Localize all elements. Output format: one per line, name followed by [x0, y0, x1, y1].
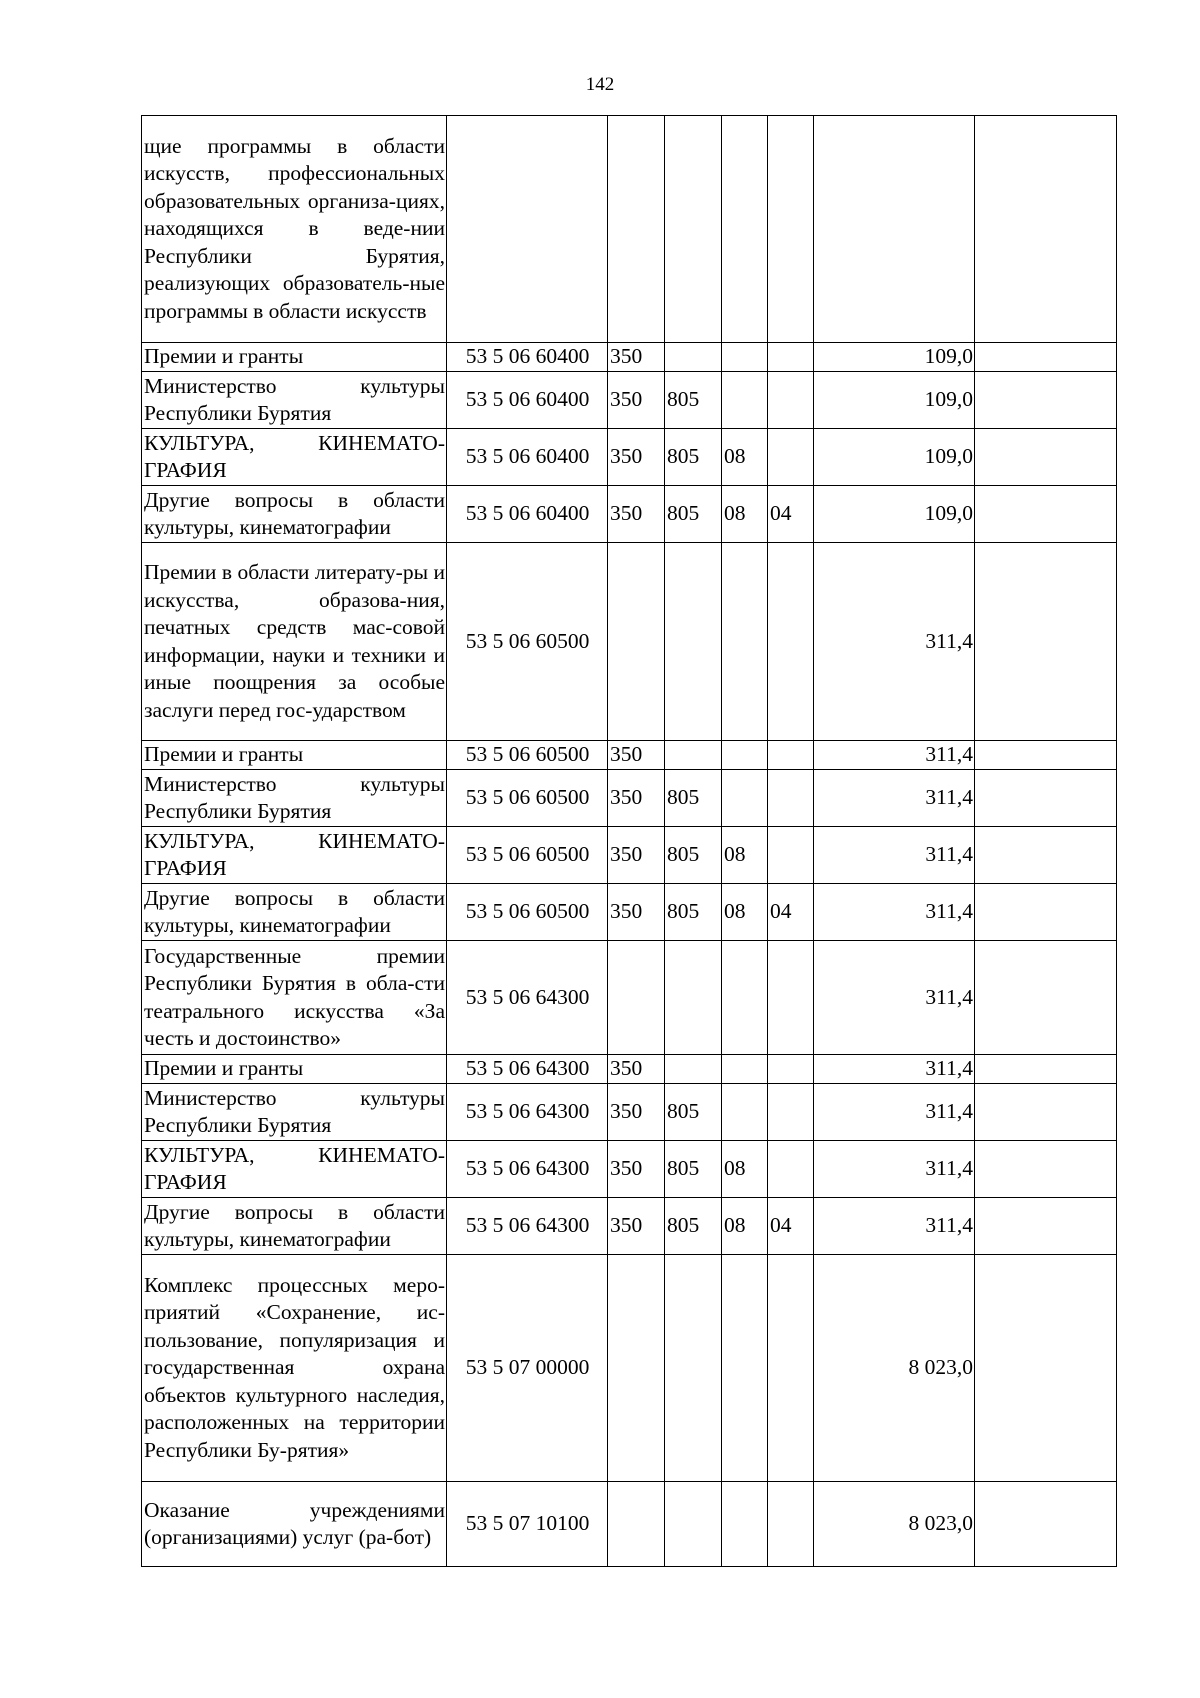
cell-name: Премии и гранты	[142, 343, 447, 372]
cell-empty	[975, 1198, 1117, 1255]
cell-code: 53 5 06 64300	[447, 1141, 608, 1198]
cell-sum: 109,0	[814, 486, 975, 543]
cell-empty	[975, 741, 1117, 770]
cell-section	[722, 116, 768, 343]
cell-empty	[975, 1482, 1117, 1567]
cell-section: 08	[722, 486, 768, 543]
cell-sum: 311,4	[814, 1084, 975, 1141]
cell-name: Министерство культуры Республики Бурятия	[142, 1084, 447, 1141]
cell-code: 53 5 06 60500	[447, 884, 608, 941]
cell-sum: 311,4	[814, 770, 975, 827]
cell-name: КУЛЬТУРА, КИНЕМАТО-ГРАФИЯ	[142, 429, 447, 486]
cell-sum: 109,0	[814, 429, 975, 486]
table-row	[142, 1141, 1117, 1198]
cell-sum: 8 023,0	[814, 1255, 975, 1482]
cell-expense-type: 350	[608, 343, 665, 372]
cell-name: Премии в области литерату-ры и искусства, образова-ния, печатных средств мас-совой информации, науки и техники и иные поощрения за особые заслуги перед гос-ударством	[142, 543, 447, 741]
table-row	[142, 343, 1117, 372]
cell-section	[722, 1055, 768, 1084]
cell-section	[722, 770, 768, 827]
table-row	[142, 827, 1117, 884]
cell-empty	[975, 884, 1117, 941]
table-body	[142, 116, 1117, 1567]
cell-subsection	[768, 1141, 814, 1198]
table-row	[142, 1198, 1117, 1255]
cell-subsection	[768, 343, 814, 372]
cell-sum: 311,4	[814, 1055, 975, 1084]
cell-ministry-code: 805	[665, 1198, 722, 1255]
cell-subsection	[768, 827, 814, 884]
cell-name: Другие вопросы в области культуры, кинематографии	[142, 884, 447, 941]
cell-expense-type: 350	[608, 827, 665, 884]
table-row	[142, 770, 1117, 827]
table-row	[142, 1055, 1117, 1084]
cell-section: 08	[722, 1141, 768, 1198]
cell-subsection	[768, 543, 814, 741]
cell-expense-type: 350	[608, 486, 665, 543]
cell-expense-type: 350	[608, 1141, 665, 1198]
cell-code: 53 5 06 64300	[447, 941, 608, 1055]
cell-ministry-code	[665, 941, 722, 1055]
cell-sum: 311,4	[814, 543, 975, 741]
cell-section	[722, 1084, 768, 1141]
cell-expense-type	[608, 116, 665, 343]
cell-subsection	[768, 116, 814, 343]
cell-name: Министерство культуры Республики Бурятия	[142, 770, 447, 827]
table-row	[142, 884, 1117, 941]
cell-expense-type: 350	[608, 1084, 665, 1141]
table-row	[142, 116, 1117, 343]
cell-ministry-code	[665, 741, 722, 770]
cell-expense-type: 350	[608, 372, 665, 429]
page-number: 142	[585, 74, 615, 95]
cell-subsection	[768, 741, 814, 770]
cell-name: Премии и гранты	[142, 1055, 447, 1084]
cell-empty	[975, 827, 1117, 884]
cell-section	[722, 543, 768, 741]
cell-empty	[975, 1055, 1117, 1084]
cell-sum: 311,4	[814, 741, 975, 770]
cell-ministry-code: 805	[665, 486, 722, 543]
cell-code: 53 5 06 64300	[447, 1084, 608, 1141]
cell-section	[722, 1482, 768, 1567]
cell-name: Государственные премии Республики Бурятия в обла-сти театрального искусства «За честь и достоинство»	[142, 941, 447, 1055]
cell-empty	[975, 116, 1117, 343]
cell-code: 53 5 06 60400	[447, 429, 608, 486]
table-row	[142, 543, 1117, 741]
cell-sum: 311,4	[814, 884, 975, 941]
cell-expense-type: 350	[608, 429, 665, 486]
cell-name: Премии и гранты	[142, 741, 447, 770]
cell-code: 53 5 06 60500	[447, 543, 608, 741]
cell-expense-type	[608, 543, 665, 741]
cell-code: 53 5 06 64300	[447, 1198, 608, 1255]
cell-expense-type	[608, 1482, 665, 1567]
cell-ministry-code	[665, 1055, 722, 1084]
cell-ministry-code: 805	[665, 1141, 722, 1198]
cell-subsection	[768, 770, 814, 827]
cell-empty	[975, 1141, 1117, 1198]
cell-subsection	[768, 941, 814, 1055]
cell-section	[722, 941, 768, 1055]
cell-subsection: 04	[768, 1198, 814, 1255]
cell-code: 53 5 06 60500	[447, 827, 608, 884]
cell-sum: 311,4	[814, 941, 975, 1055]
cell-name: Комплекс процессных меро-приятий «Сохранение, ис-пользование, популяризация и государственная охрана объектов культурного наследия, расположенных на территории Республики Бу-рятия»	[142, 1255, 447, 1482]
table-row	[142, 941, 1117, 1055]
cell-sum: 109,0	[814, 372, 975, 429]
cell-subsection	[768, 1255, 814, 1482]
cell-empty	[975, 429, 1117, 486]
table-row	[142, 741, 1117, 770]
cell-name: Другие вопросы в области культуры, кинематографии	[142, 1198, 447, 1255]
cell-ministry-code: 805	[665, 770, 722, 827]
cell-ministry-code: 805	[665, 827, 722, 884]
cell-empty	[975, 343, 1117, 372]
cell-name: Оказание учреждениями (организациями) услуг (ра-бот)	[142, 1482, 447, 1567]
table-row	[142, 486, 1117, 543]
cell-sum: 311,4	[814, 1198, 975, 1255]
cell-sum: 311,4	[814, 1141, 975, 1198]
cell-ministry-code	[665, 543, 722, 741]
cell-ministry-code: 805	[665, 372, 722, 429]
table-row	[142, 372, 1117, 429]
cell-subsection: 04	[768, 884, 814, 941]
table-row	[142, 1084, 1117, 1141]
cell-section: 08	[722, 884, 768, 941]
cell-section	[722, 1255, 768, 1482]
cell-section: 08	[722, 827, 768, 884]
cell-ministry-code	[665, 116, 722, 343]
cell-name: Министерство культуры Республики Бурятия	[142, 372, 447, 429]
cell-empty	[975, 486, 1117, 543]
table-row	[142, 429, 1117, 486]
cell-subsection	[768, 1482, 814, 1567]
cell-sum	[814, 116, 975, 343]
cell-sum: 109,0	[814, 343, 975, 372]
cell-sum: 311,4	[814, 827, 975, 884]
cell-subsection	[768, 429, 814, 486]
cell-expense-type: 350	[608, 1055, 665, 1084]
cell-expense-type	[608, 1255, 665, 1482]
cell-empty	[975, 770, 1117, 827]
cell-section: 08	[722, 1198, 768, 1255]
cell-ministry-code	[665, 1482, 722, 1567]
cell-expense-type: 350	[608, 1198, 665, 1255]
cell-expense-type: 350	[608, 884, 665, 941]
cell-expense-type: 350	[608, 741, 665, 770]
cell-empty	[975, 1084, 1117, 1141]
cell-ministry-code	[665, 1255, 722, 1482]
cell-subsection: 04	[768, 486, 814, 543]
cell-ministry-code	[665, 343, 722, 372]
cell-expense-type: 350	[608, 770, 665, 827]
cell-code: 53 5 06 60500	[447, 770, 608, 827]
cell-code: 53 5 07 10100	[447, 1482, 608, 1567]
cell-code: 53 5 06 60500	[447, 741, 608, 770]
table-row	[142, 1255, 1117, 1482]
cell-name: КУЛЬТУРА, КИНЕМАТО-ГРАФИЯ	[142, 1141, 447, 1198]
cell-name: Другие вопросы в области культуры, кинематографии	[142, 486, 447, 543]
cell-subsection	[768, 372, 814, 429]
cell-code: 53 5 06 60400	[447, 372, 608, 429]
cell-section	[722, 741, 768, 770]
cell-code	[447, 116, 608, 343]
cell-code: 53 5 06 60400	[447, 343, 608, 372]
cell-code: 53 5 07 00000	[447, 1255, 608, 1482]
cell-section: 08	[722, 429, 768, 486]
cell-subsection	[768, 1084, 814, 1141]
budget-table	[141, 115, 1117, 1567]
cell-empty	[975, 543, 1117, 741]
cell-name: КУЛЬТУРА, КИНЕМАТО-ГРАФИЯ	[142, 827, 447, 884]
table-row	[142, 1482, 1117, 1567]
cell-ministry-code: 805	[665, 429, 722, 486]
cell-empty	[975, 372, 1117, 429]
cell-section	[722, 372, 768, 429]
cell-code: 53 5 06 64300	[447, 1055, 608, 1084]
cell-empty	[975, 941, 1117, 1055]
cell-empty	[975, 1255, 1117, 1482]
cell-code: 53 5 06 60400	[447, 486, 608, 543]
cell-sum: 8 023,0	[814, 1482, 975, 1567]
cell-subsection	[768, 1055, 814, 1084]
cell-expense-type	[608, 941, 665, 1055]
cell-section	[722, 343, 768, 372]
cell-ministry-code: 805	[665, 1084, 722, 1141]
cell-ministry-code: 805	[665, 884, 722, 941]
cell-name: щие программы в области искусств, профессиональных образовательных организа-циях, находящихся в веде-нии Республики Бурятия, реализующих образователь-ные программы в области искусств	[142, 116, 447, 343]
